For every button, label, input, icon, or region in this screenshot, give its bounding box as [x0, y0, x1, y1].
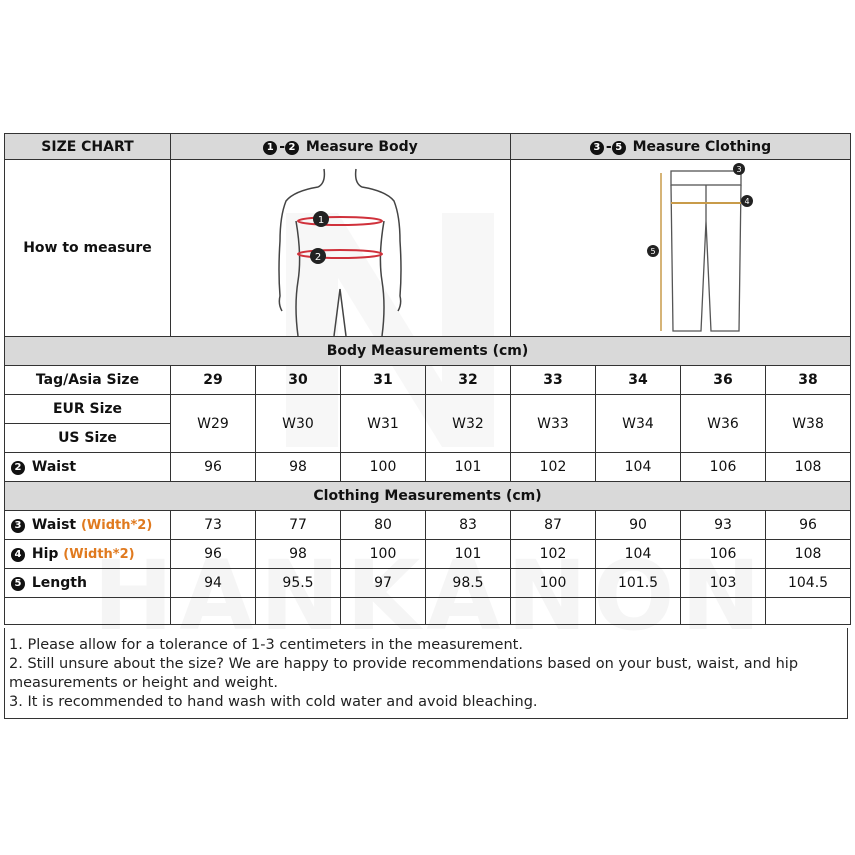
table-cell: 102: [511, 540, 596, 569]
marker-5-icon: 5: [11, 577, 25, 591]
width-note: (Width*2): [80, 518, 153, 533]
body-marker-2: 2: [314, 251, 321, 263]
table-cell: 100: [511, 569, 596, 598]
body-measurements-title: Body Measurements (cm): [5, 337, 851, 366]
clothing-length-label: [5, 569, 171, 598]
table-cell: 94: [171, 569, 256, 598]
table-cell: [766, 598, 851, 625]
table-cell: 106: [681, 453, 766, 482]
table-cell: 101.5: [596, 569, 681, 598]
clothing-hip-label: [5, 540, 171, 569]
tag-size-label: Tag/Asia Size: [5, 366, 171, 395]
note-item: 3. It is recommended to hand wash with cold water and avoid bleaching.: [9, 694, 538, 710]
measure-body-label: Measure Body: [305, 138, 418, 155]
table-cell: 32: [426, 366, 511, 395]
us-size-label: US Size: [5, 424, 171, 453]
table-cell: [511, 598, 596, 625]
clothing-measurements-title: Clothing Measurements (cm): [5, 482, 851, 511]
clothing-hip-text: Hip: [31, 546, 59, 562]
table-cell: 97: [341, 569, 426, 598]
marker-3-icon: 3: [11, 519, 25, 533]
empty-row: [5, 598, 851, 625]
table-cell: W36: [681, 395, 766, 453]
table-cell: [171, 598, 256, 625]
table-cell: 108: [766, 453, 851, 482]
table-cell: 29: [171, 366, 256, 395]
table-cell: 96: [171, 453, 256, 482]
table-cell: 106: [681, 540, 766, 569]
eur-size-label: EUR Size: [5, 395, 171, 424]
table-cell: 77: [256, 511, 341, 540]
body-figure-icon: [216, 161, 466, 336]
measure-body-header: 1 - 2 Measure Body: [171, 134, 511, 160]
table-cell: 100: [341, 453, 426, 482]
table-cell: W33: [511, 395, 596, 453]
note-item: 2. Still unsure about the size? We are happy to provide recommendations based on your bust, waist, and hip measurements or height and weight.: [9, 656, 799, 691]
table-cell: 101: [426, 540, 511, 569]
table-cell: [256, 598, 341, 625]
table-cell: 38: [766, 366, 851, 395]
table-cell: 95.5: [256, 569, 341, 598]
table-cell: 100: [341, 540, 426, 569]
table-cell: 101: [426, 453, 511, 482]
width-note: (Width*2): [63, 547, 135, 562]
table-cell: [426, 598, 511, 625]
care-notes: [4, 628, 848, 719]
table-cell: 96: [766, 511, 851, 540]
table-cell: 104: [596, 540, 681, 569]
table-cell: 98.5: [426, 569, 511, 598]
clothing-waist-text: Waist: [31, 517, 77, 533]
table-cell: W31: [341, 395, 426, 453]
table-cell: 96: [171, 540, 256, 569]
marker-4-icon: 4: [11, 548, 25, 562]
table-cell: 31: [341, 366, 426, 395]
table-cell: [681, 598, 766, 625]
table-row: [5, 540, 851, 569]
table-cell: 83: [426, 511, 511, 540]
body-waist-text: Waist: [31, 459, 77, 475]
table-cell: W29: [171, 395, 256, 453]
table-cell: 36: [681, 366, 766, 395]
pants-marker-3: 3: [735, 164, 742, 174]
table-cell: [341, 598, 426, 625]
table-cell: 93: [681, 511, 766, 540]
marker-1-icon: 1: [263, 141, 277, 155]
measure-clothing-label: Measure Clothing: [632, 138, 772, 155]
table-cell: 104: [596, 453, 681, 482]
table-row: [5, 366, 851, 395]
marker-5-icon: 5: [612, 141, 626, 155]
table-row: [5, 511, 851, 540]
table-cell: 98: [256, 540, 341, 569]
size-chart-table: [4, 133, 851, 625]
table-cell: 33: [511, 366, 596, 395]
pants-figure-cell: [511, 160, 851, 337]
marker-2-icon: 2: [11, 461, 25, 475]
marker-3-icon: 3: [590, 141, 604, 155]
table-cell: W32: [426, 395, 511, 453]
table-cell: 98: [256, 453, 341, 482]
note-item: 1. Please allow for a tolerance of 1-3 centimeters in the measurement.: [9, 637, 523, 653]
table-row: [5, 395, 851, 424]
pants-figure-icon: [581, 161, 781, 336]
pants-marker-5: 5: [649, 246, 656, 256]
table-row: [5, 569, 851, 598]
table-cell: 73: [171, 511, 256, 540]
clothing-waist-label: [5, 511, 171, 540]
table-cell: 34: [596, 366, 681, 395]
marker-2-icon: 2: [285, 141, 299, 155]
table-cell: [5, 598, 171, 625]
table-cell: 87: [511, 511, 596, 540]
table-cell: 108: [766, 540, 851, 569]
pants-marker-4: 4: [743, 196, 750, 206]
table-cell: 102: [511, 453, 596, 482]
measure-clothing-header: 3 - 5 Measure Clothing: [511, 134, 851, 160]
table-cell: 104.5: [766, 569, 851, 598]
table-cell: W30: [256, 395, 341, 453]
how-to-measure-label: How to measure: [5, 160, 171, 337]
table-cell: W38: [766, 395, 851, 453]
table-cell: W34: [596, 395, 681, 453]
body-figure-cell: [171, 160, 511, 337]
table-cell: 103: [681, 569, 766, 598]
body-marker-1: 1: [317, 214, 324, 226]
table-cell: [596, 598, 681, 625]
table-cell: 80: [341, 511, 426, 540]
clothing-length-text: Length: [31, 575, 87, 591]
table-row: [5, 453, 851, 482]
table-cell: 30: [256, 366, 341, 395]
body-waist-label: [5, 453, 171, 482]
table-cell: 90: [596, 511, 681, 540]
size-chart-title: SIZE CHART: [5, 134, 171, 160]
